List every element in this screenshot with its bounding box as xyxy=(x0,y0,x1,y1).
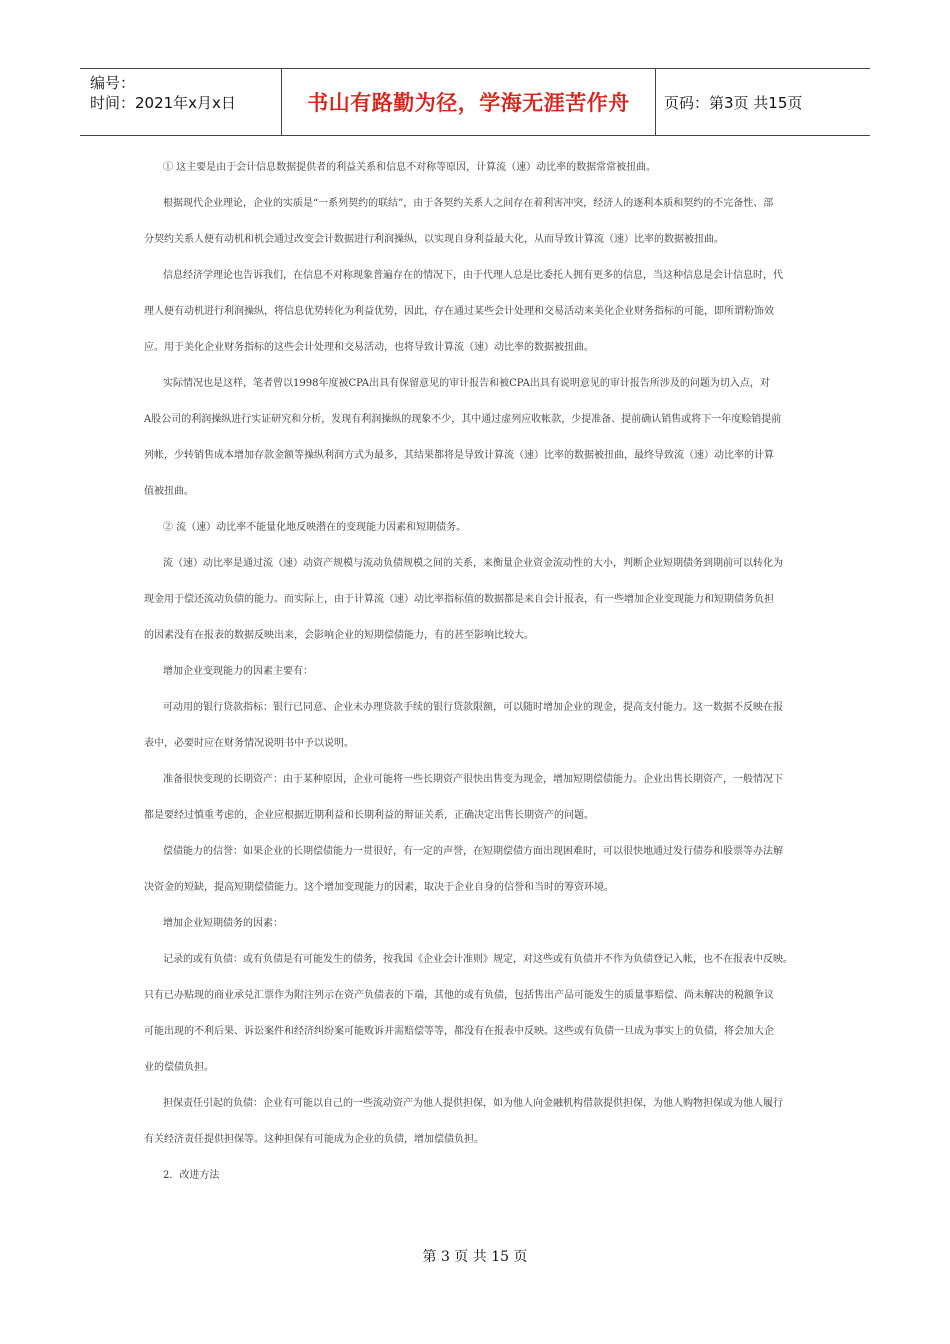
body-line: 可动用的银行贷款指标：银行已同意、企业未办理贷款手续的银行贷款限额，可以随时增加企业的现金，提高支付能力。这一数据不反映在报 xyxy=(163,702,783,713)
document-number: 编号： xyxy=(90,74,136,92)
header-motto: 书山有路勤为径，学海无涯苦作舟 xyxy=(282,69,656,135)
body-line: 值被扭曲。 xyxy=(144,486,194,497)
header-page-info: 页码：第3页 共15页 xyxy=(664,93,803,112)
page-footer: 第 3 页 共 15 页 xyxy=(422,1249,528,1265)
body-line: 表中，必要时应在财务情况说明书中予以说明。 xyxy=(144,738,354,749)
body-line: 都是要经过慎重考虑的，企业应根据近期利益和长期利益的辩证关系，正确决定出售长期资产的问题。 xyxy=(144,810,594,821)
body-line: 2．改进方法 xyxy=(163,1170,220,1181)
body-line: 实际情况也是这样，笔者曾以1998年度被CPA出具有保留意见的审计报告和被CPA出具有说明意见的审计报告所涉及的问题为切入点，对 xyxy=(163,378,770,389)
body-line: 有关经济责任提供担保等。这种担保有可能成为企业的负债，增加偿债负担。 xyxy=(144,1134,484,1145)
body-line: 现金用于偿还流动负债的能力。而实际上，由于计算流（速）动比率指标值的数据都是来自会计报表，有一些增加企业变现能力和短期债务负担 xyxy=(144,594,774,605)
body-line: A股公司的利润操纵进行实证研究和分析，发现有利润操纵的现象不少，其中通过虚列应收帐款，少提准备、提前确认销售或将下一年度赊销提前 xyxy=(144,414,782,425)
body-line: ② 流（速）动比率不能量化地反映潜在的变现能力因素和短期债务。 xyxy=(163,522,467,533)
body-line: 的因素没有在报表的数据反映出来，会影响企业的短期偿债能力，有的甚至影响比较大。 xyxy=(144,630,534,641)
body-line: 根据现代企业理论，企业的实质是“一系列契约的联结”，由于各契约关系人之间存在着利害冲突，经济人的逐利本质和契约的不完备性、部 xyxy=(163,198,774,209)
body-line: 只有已办贴现的商业承兑汇票作为附注列示在资产负债表的下端，其他的或有负债，包括售出产品可能发生的质量事赔偿、尚未解决的税额争议 xyxy=(144,990,774,1001)
body-line: 记录的或有负债：或有负债是有可能发生的债务，按我国《企业会计准则》规定，对这些或有负债并不作为负债登记入帐，也不在报表中反映。 xyxy=(163,954,793,965)
body-line: 增加企业变现能力的因素主要有： xyxy=(163,666,313,677)
document-date: 时间：2021年x月x日 xyxy=(90,94,236,112)
body-line: 偿债能力的信誉：如果企业的长期偿债能力一贯很好，有一定的声誉，在短期偿债方面出现困难时，可以很快地通过发行债券和股票等办法解 xyxy=(163,846,783,857)
body-line: 可能出现的不利后果、诉讼案件和经济纠纷案可能败诉并需赔偿等等，都没有在报表中反映。这些或有负债一旦成为事实上的负债，将会加大企 xyxy=(144,1026,774,1037)
body-line: 担保责任引起的负债：企业有可能以自己的一些流动资产为他人提供担保，如为他人向金融机构借款提供担保，为他人购物担保或为他人履行 xyxy=(163,1098,783,1109)
header-meta xyxy=(80,69,282,135)
body-line: 应。用于美化企业财务指标的这些会计处理和交易活动，也将导致计算流（速）动比率的数据被扭曲。 xyxy=(144,342,594,353)
body-line: 列帐，少转销售成本增加存款金额等操纵利润方式为最多，其结果都将是导致计算流（速）比率的数据被扭曲，最终导致流（速）动比率的计算 xyxy=(144,450,774,461)
body-line: 分契约关系人便有动机和机会通过改变会计数据进行利润操纵，以实现自身利益最大化，从而导致计算流（速）比率的数据被扭曲。 xyxy=(144,234,724,245)
body-line: 增加企业短期债务的因素： xyxy=(163,918,283,929)
body-line: 决资金的短缺，提高短期偿债能力。这个增加变现能力的因素，取决于企业自身的信誉和当时的筹资环境。 xyxy=(144,882,614,893)
body-line: 信息经济学理论也告诉我们，在信息不对称现象普遍存在的情况下，由于代理人总是比委托人拥有更多的信息，当这种信息是会计信息时，代 xyxy=(163,270,783,281)
page-header xyxy=(80,68,870,136)
body-line: 流（速）动比率是通过流（速）动资产规模与流动负债规模之间的关系，来衡量企业资金流动性的大小，判断企业短期债务到期前可以转化为 xyxy=(163,558,783,569)
body-line: ① 这主要是由于会计信息数据提供者的利益关系和信息不对称等原因，计算流（速）动比率的数据常常被扭曲。 xyxy=(163,162,657,173)
body-line: 理人便有动机进行利润操纵，将信息优势转化为利益优势，因此，存在通过某些会计处理和交易活动来美化企业财务指标的可能，即所谓粉饰效 xyxy=(144,306,774,317)
body-line: 业的偿债负担。 xyxy=(144,1062,214,1073)
body-line: 准备很快变现的长期资产：由于某种原因，企业可能将一些长期资产很快出售变为现金，增加短期偿债能力。企业出售长期资产，一般情况下 xyxy=(163,774,783,785)
document-body xyxy=(144,150,812,1194)
